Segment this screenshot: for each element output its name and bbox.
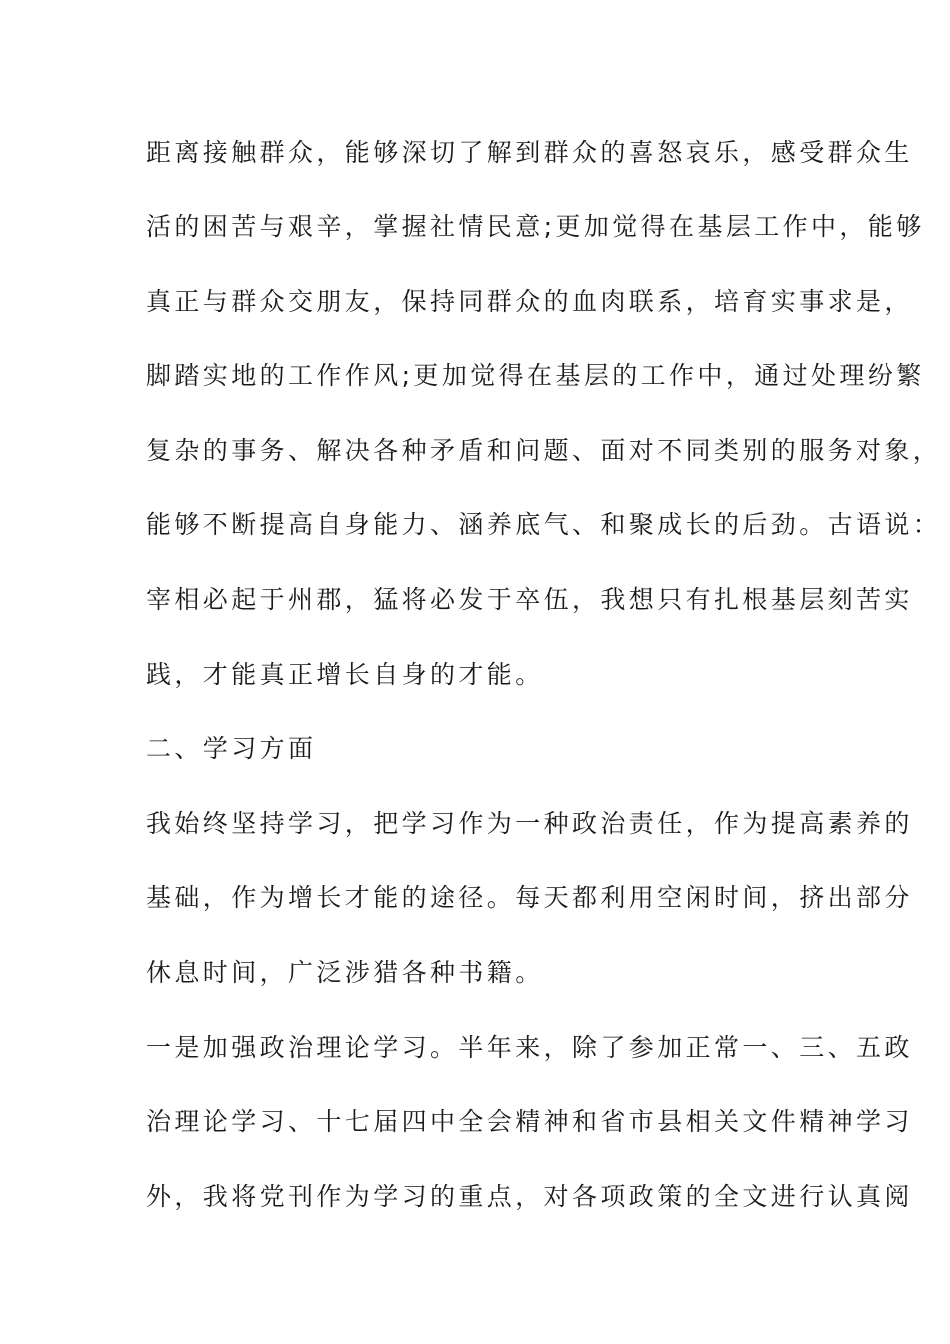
text-line: 治理论学习、十七届四中全会精神和省市县相关文件精神学习: [146, 1107, 913, 1136]
section-heading: 二、学习方面: [146, 734, 317, 763]
text-line: 活的困苦与艰辛，掌握社情民意;更加觉得在基层工作中，能够: [146, 212, 925, 241]
text-line: 脚踏实地的工作作风;更加觉得在基层的工作中，通过处理纷繁: [146, 361, 925, 390]
text-line: 休息时间，广泛涉猎各种书籍。: [146, 958, 544, 987]
text-line: 践，才能真正增长自身的才能。: [146, 660, 544, 689]
text-line: 外，我将党刊作为学习的重点，对各项政策的全文进行认真阅: [146, 1182, 913, 1211]
text-line: 能够不断提高自身能力、涵养底气、和聚成长的后劲。古语说：: [146, 510, 942, 539]
text-line: 复杂的事务、解决各种矛盾和问题、面对不同类别的服务对象，: [146, 436, 942, 465]
text-line: 我始终坚持学习，把学习作为一种政治责任，作为提高素养的: [146, 809, 913, 838]
text-line: 基础，作为增长才能的途径。每天都利用空闲时间，挤出部分: [146, 883, 913, 912]
text-line: 距离接触群众，能够深切了解到群众的喜怒哀乐，感受群众生: [146, 138, 913, 167]
text-line: 一是加强政治理论学习。半年来，除了参加正常一、三、五政: [146, 1033, 913, 1062]
text-line: 宰相必起于州郡，猛将必发于卒伍，我想只有扎根基层刻苦实: [146, 585, 913, 614]
text-line: 真正与群众交朋友，保持同群众的血肉联系，培育实事求是，: [146, 287, 913, 316]
